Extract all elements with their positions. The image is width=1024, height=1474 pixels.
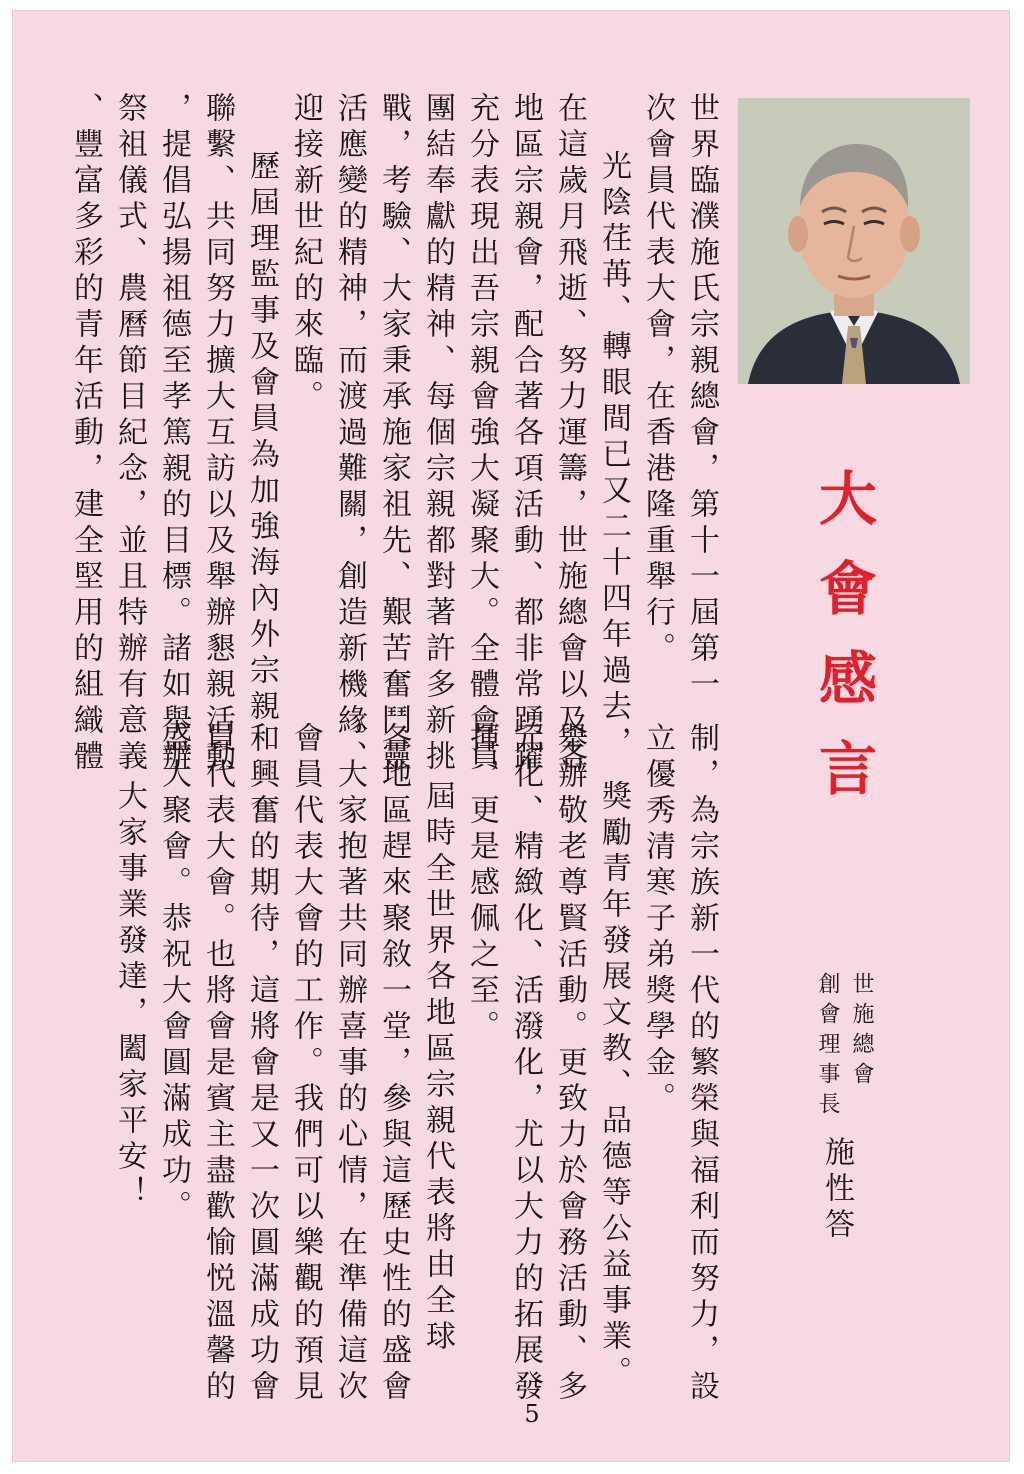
upper-column-9: 活應變的精神，而渡過難關，創造新機緣、 bbox=[332, 92, 367, 776]
lower-column-12: 員代表大會。也將會是賓主盡歡愉悦溫馨的 bbox=[200, 722, 235, 1406]
lower-column-10: 會員代表大會的工作。我們可以樂觀的預見 bbox=[288, 722, 323, 1406]
signature-org-line2: 創會理事長 bbox=[815, 972, 840, 1122]
upper-column-1: 世界臨濮施氏宗親總會，第十一屆第一 bbox=[684, 92, 719, 704]
upper-column-15: 、豐富多彩的青年活動，建全堅用的組織體 bbox=[68, 92, 103, 776]
upper-column-5: 地區宗親會，配合著各項活動、都非常踴躍 bbox=[508, 92, 543, 776]
portrait-photo bbox=[738, 98, 970, 384]
signature-org-line1: 世施總會 bbox=[849, 972, 874, 1092]
upper-column-2: 次會員代表大會，在香港隆重舉行。 bbox=[640, 92, 675, 668]
lower-column-7: 屆時全世界各地區宗親代表將由全球 bbox=[420, 780, 455, 1356]
article-title: 大會感言 bbox=[809, 468, 877, 828]
signature-name: 施性答 bbox=[819, 1136, 854, 1244]
upper-column-6: 充分表現出吾宗親會強大凝聚大。全體會員 bbox=[464, 92, 499, 776]
upper-column-12: 聯繫、共同努力擴大互訪以及舉辦懇親活動 bbox=[200, 92, 235, 776]
lower-column-11: 和興奮的期待，這將會是又一次圓滿成功會 bbox=[244, 722, 279, 1406]
lower-column-3: 獎勵青年發展文教、品德等公益事業。 bbox=[596, 780, 631, 1392]
upper-column-8: 戰，考驗、大家秉承施家祖先、艱苦奮鬥靈 bbox=[376, 92, 411, 776]
lower-column-13: 盛大聚會。恭祝大會圓滿成功。 bbox=[156, 722, 191, 1226]
upper-column-11: 歷屆理監事及會員為加強海內外宗親 bbox=[244, 150, 279, 726]
lower-column-8: 各地區趕來聚敘一堂，參與這歷史性的盛會 bbox=[376, 722, 411, 1406]
upper-column-3: 光陰荏苒、轉眼間已又二十四年過去， bbox=[596, 150, 631, 762]
upper-column-14: 祭祖儀式、農曆節目紀念，並且特辦有意義 bbox=[112, 92, 147, 776]
page bbox=[12, 10, 1010, 1462]
lower-column-2: 立優秀清寒子弟獎學金。 bbox=[640, 722, 675, 1118]
upper-column-10: 迎接新世紀的來臨。 bbox=[288, 92, 323, 416]
page-number: 5 bbox=[524, 1400, 540, 1428]
lower-column-1: 制，為宗族新一代的繁榮與福利而努力，設 bbox=[684, 722, 719, 1406]
lower-column-14: 大家事業發達，闔家平安！ bbox=[112, 780, 147, 1212]
lower-column-4: 舉辦敬老尊賢活動。更致力於會務活動、多 bbox=[552, 722, 587, 1406]
lower-column-6: 揮，更是感佩之至。 bbox=[464, 722, 499, 1046]
portrait-illustration bbox=[738, 98, 970, 384]
upper-column-7: 團結奉獻的精神、每個宗親都對著許多新挑 bbox=[420, 92, 455, 776]
upper-column-4: 在這歲月飛逝、努力運籌，世施總會以及各 bbox=[552, 92, 587, 776]
lower-column-9: 。大家抱著共同辦喜事的心情，在準備這次 bbox=[332, 722, 367, 1406]
upper-column-13: ，提倡弘揚祖德至孝篤親的目標。諸如舉辦 bbox=[156, 92, 191, 776]
lower-column-5: 元化、精緻化、活潑化，尤以大力的拓展發 bbox=[508, 722, 543, 1406]
